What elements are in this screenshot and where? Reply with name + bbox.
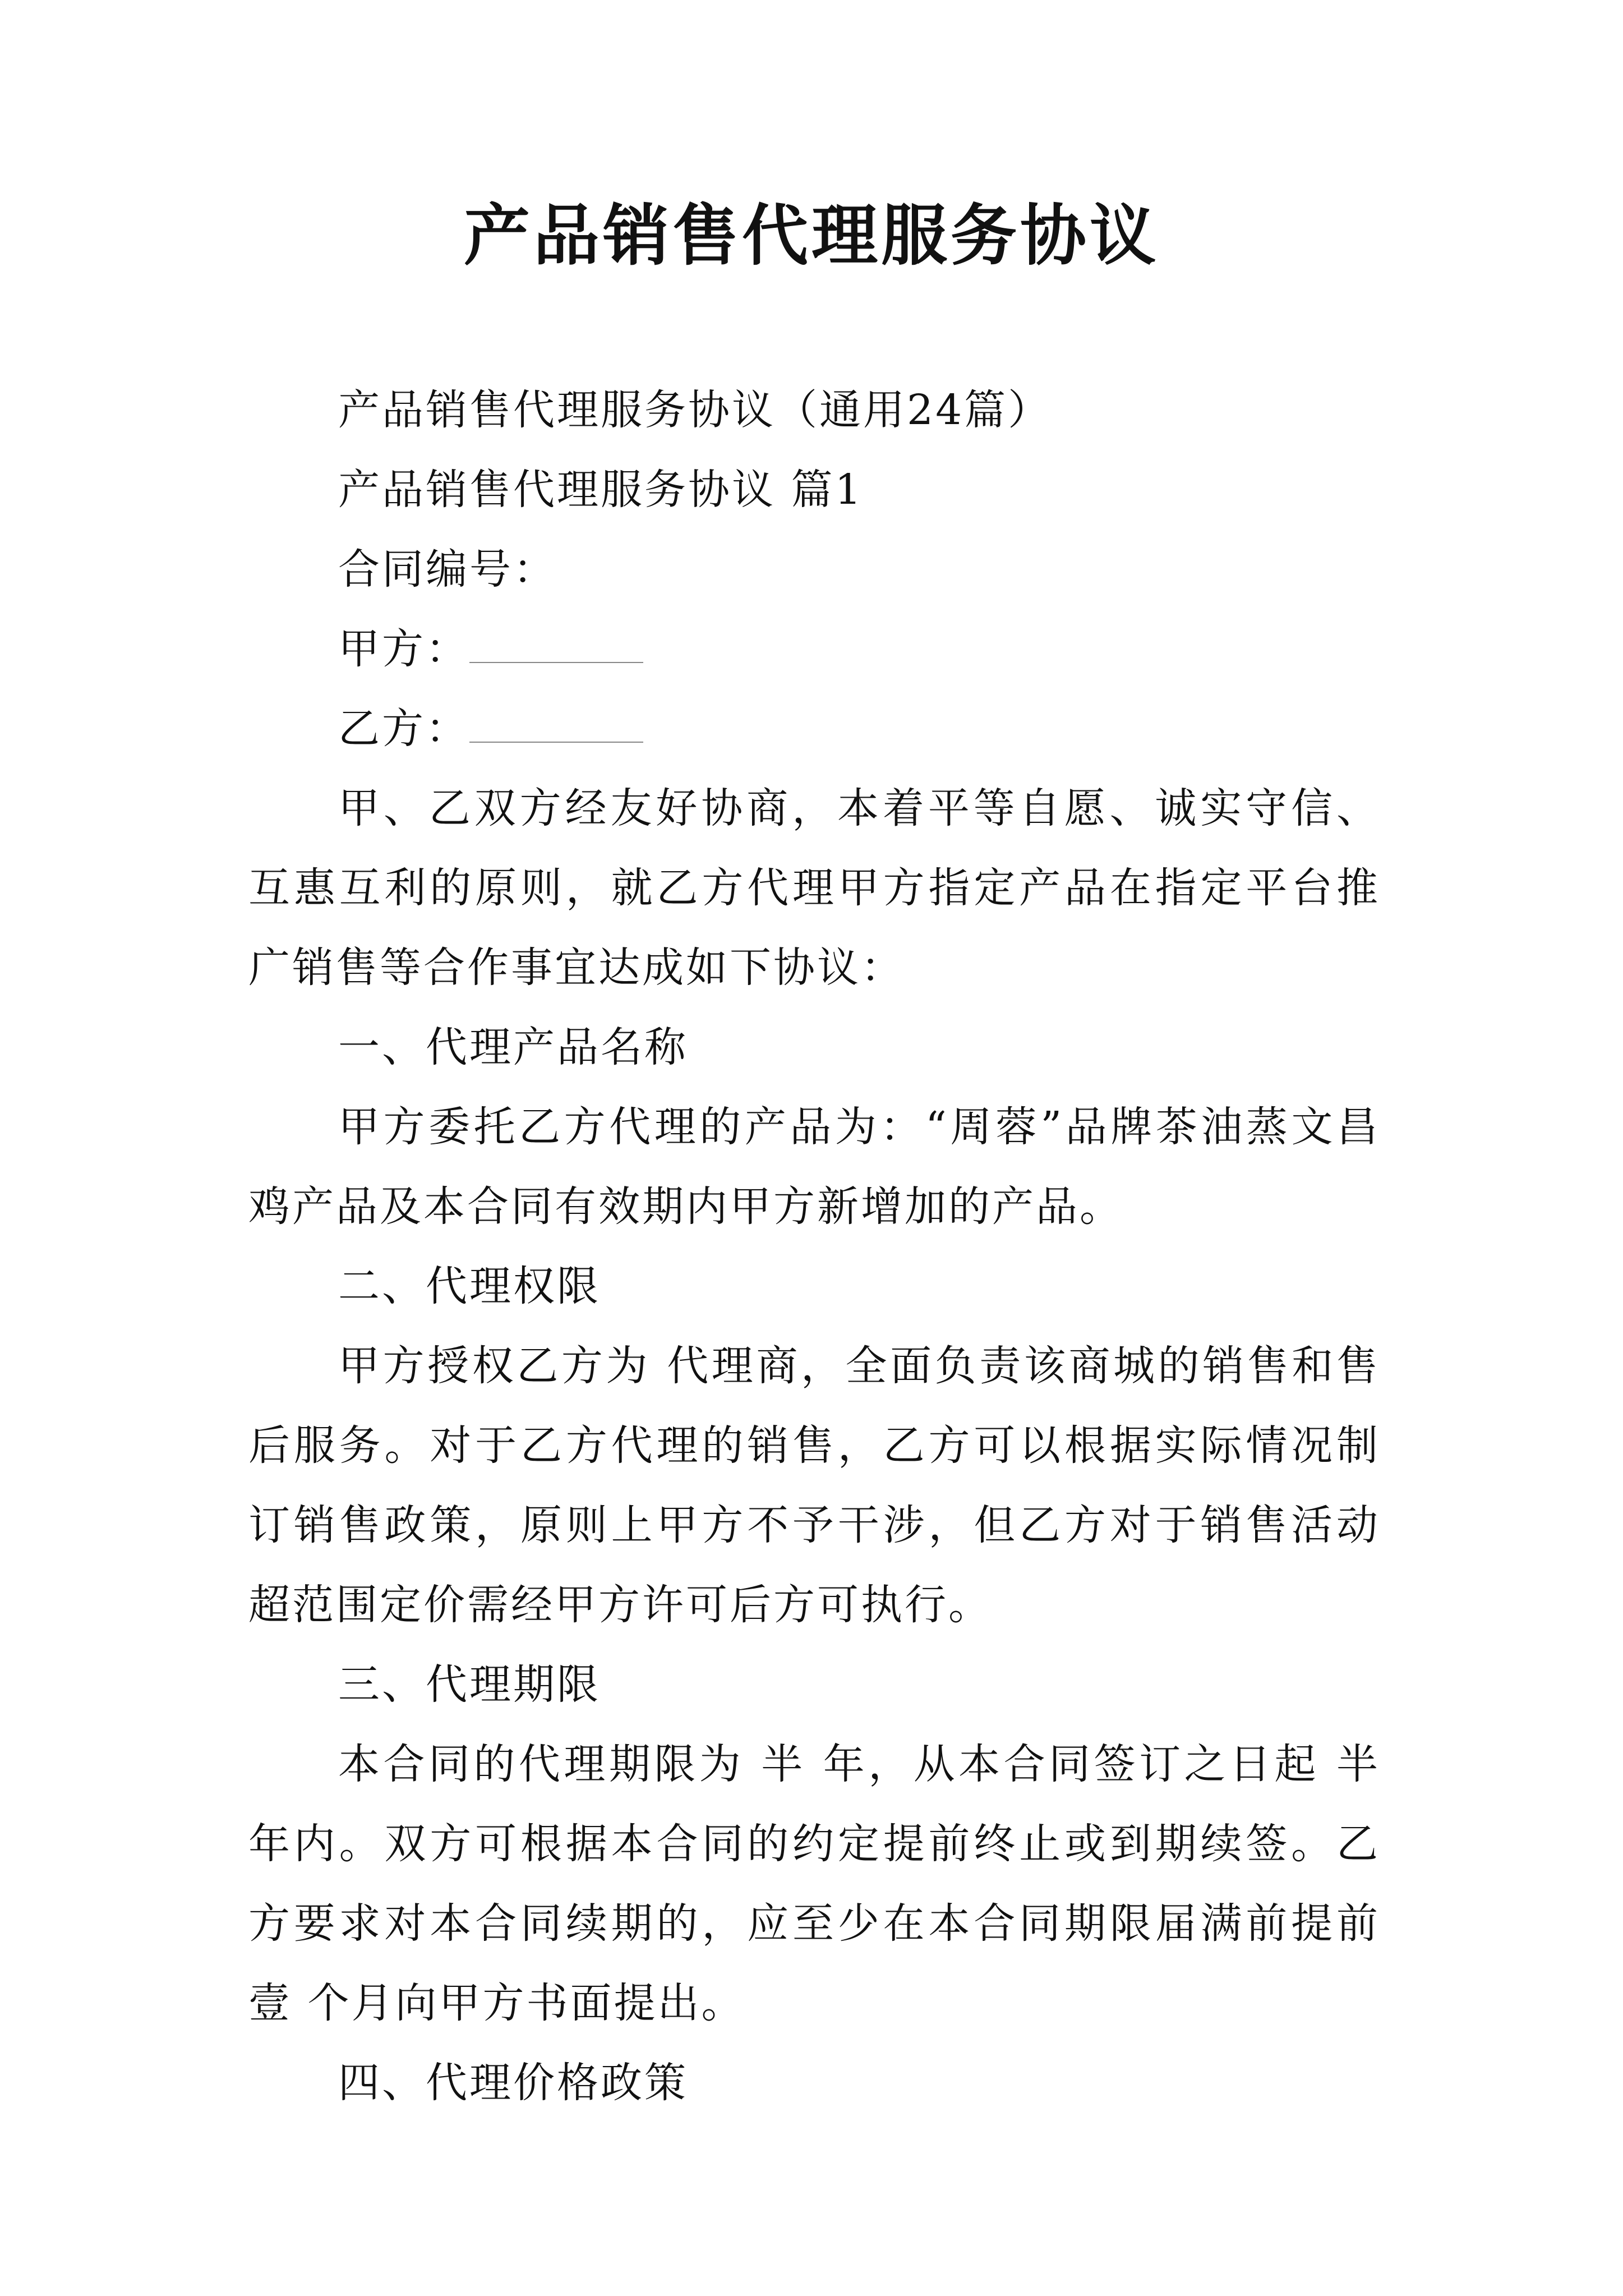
section-3-title: 三、代理期限 <box>338 1660 601 1709</box>
section-2-body: 甲方授权乙方为 代理商，全面负责该商城的销售和售后服务。对于乙方代理的销售，乙方可以根据实际情况制订销售政策，原则上甲方不予干涉，但乙方对于销售活动超范围定价需经甲方许可后方可执行。 <box>248 1342 1380 1629</box>
contract-number-label: 合同编号： <box>338 545 557 593</box>
party-b-blank <box>469 702 643 743</box>
part-heading: 产品销售代理服务协议 篇1 <box>338 466 864 514</box>
document-body <box>248 370 1380 2123</box>
party-a-line <box>248 609 1380 689</box>
intro-paragraph: 甲、乙双方经友好协商，本着平等自愿、诚实守信、互惠互利的原则，就乙方代理甲方指定产品在指定平台推广销售等合作事宜达成如下协议： <box>248 784 1380 992</box>
section-2-title: 二、代理权限 <box>338 1262 601 1310</box>
section-1-title: 一、代理产品名称 <box>338 1023 688 1071</box>
document-title: 产品销售代理服务协议 <box>463 196 1159 274</box>
section-4-title: 四、代理价格政策 <box>338 2059 688 2107</box>
party-a-blank <box>469 623 643 663</box>
party-a-label: 甲方： <box>338 625 469 673</box>
collection-heading: 产品销售代理服务协议（通用24篇） <box>338 386 1052 434</box>
party-b-line <box>248 689 1380 769</box>
section-3-body: 本合同的代理期限为 半 年，从本合同签订之日起 半年内。双方可根据本合同的约定提前终止或到期续签。乙方要求对本合同续期的，应至少在本合同期限届满前提前 壹 个月向甲方书面提出。 <box>248 1740 1380 2027</box>
section-1-body: 甲方委托乙方代理的产品为：“周蓉”品牌茶油蒸文昌鸡产品及本合同有效期内甲方新增加的产品。 <box>248 1103 1380 1231</box>
contract-number-line <box>248 530 1380 609</box>
party-b-label: 乙方： <box>338 705 469 753</box>
